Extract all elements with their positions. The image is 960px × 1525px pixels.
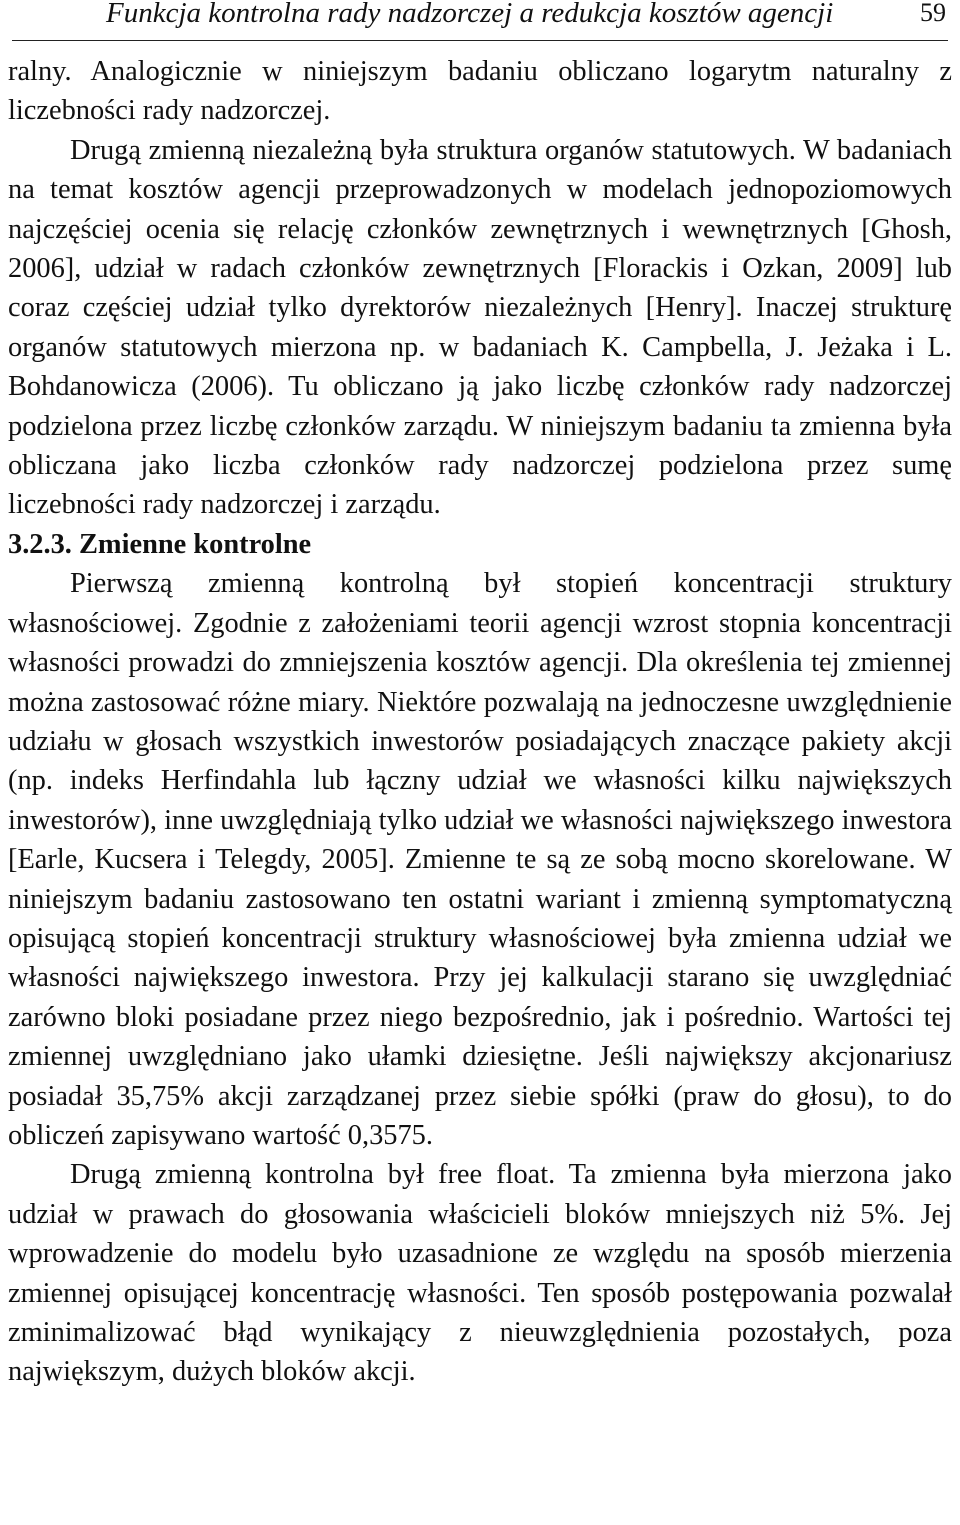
section-heading bbox=[8, 525, 952, 564]
paragraph: Drugą zmienną niezależną była struktura organów statutowych. W badaniach na temat kosztów agencji przeprowadzonych w modelach jednopoziomowych najczęściej ocenia się relację członków zewnętrznych i wewnętrznych [Ghosh, 2006], udział w radach członków zewnętrznych [Florackis i Ozkan, 2009] lub coraz częściej udział tylko dyrektorów niezależnych [Henry]. Inaczej strukturę organów statutowych mierzona np. w badaniach K. Campbella, J. Jeżaka i L. Bohdanowicza (2006). Tu obliczano ją jako liczbę członków rady nadzorczej podzielona przez liczbę członków zarządu. W niniejszym badaniu ta zmienna była obliczana jako liczba członków rady nadzorczej podzielona przez sumę liczebności rady nadzorczej i zarządu. bbox=[8, 134, 952, 521]
section-title: Zmienne kontrolne bbox=[79, 528, 312, 560]
body-text bbox=[8, 52, 952, 1392]
running-header bbox=[12, 0, 948, 41]
section-number: 3.2.3. bbox=[8, 528, 72, 560]
paragraph: ralny. Analogicznie w niniejszym badaniu obliczano logarytm naturalny z liczebności rady nadzorczej. bbox=[8, 56, 952, 127]
page-number: 59 bbox=[920, 0, 946, 27]
paragraph: Drugą zmienną kontrolna był free float. Ta zmienna była mierzona jako udział w prawach do głosowania właścicieli bloków mniejszych niż 5%. Jej wprowadzenie do modelu było uzasadnione ze względu na sposób mierzenia zmiennej opisującej koncentrację własności. Ten sposób postępowania pozwalał zminimalizować błąd wynikający z nieuwzględnienia pozostałych, poza największym, dużych bloków akcji. bbox=[8, 1159, 952, 1388]
paragraph: Pierwszą zmienną kontrolną był stopień koncentracji struktury własnościowej. Zgodnie z założeniami teorii agencji wzrost stopnia koncentracji własności prowadzi do zmniejszenia kosztów agencji. Dla określenia tej zmiennej można zastosować różne miary. Niektóre pozwalają na jednoczesne uwzględnienie udziału w głosach wszystkich inwestorów posiadających znaczące pakiety akcji (np. indeks Herfindahla lub łączny udział we własności kilku największych inwestorów), inne uwzględniają tylko udział we własności największego inwestora [Earle, Kucsera i Telegdy, 2005]. Zmienne te są ze sobą mocno skorelowane. W niniejszym badaniu zastosowano ten ostatni wariant i zmienną symptomatyczną opisującą stopień koncentracji struktury własnościowej była zmienna udział we własności największego inwestora. Przy jej kalkulacji starano się uwzględniać zarówno bloki posiadane przez niego bezpośrednio, jak i pośrednio. Wartości tej zmiennej uwzględniano jako ułamki dziesiętne. Jeśli największy akcjonariusz posiadał 35,75% akcji zarządzanej przez siebie spółki (praw do głosu), to do obliczeń zapisywano wartość 0,3575. bbox=[8, 568, 952, 1151]
running-title: Funkcja kontrolna rady nadzorczej a redukcja kosztów agencji bbox=[106, 0, 834, 29]
